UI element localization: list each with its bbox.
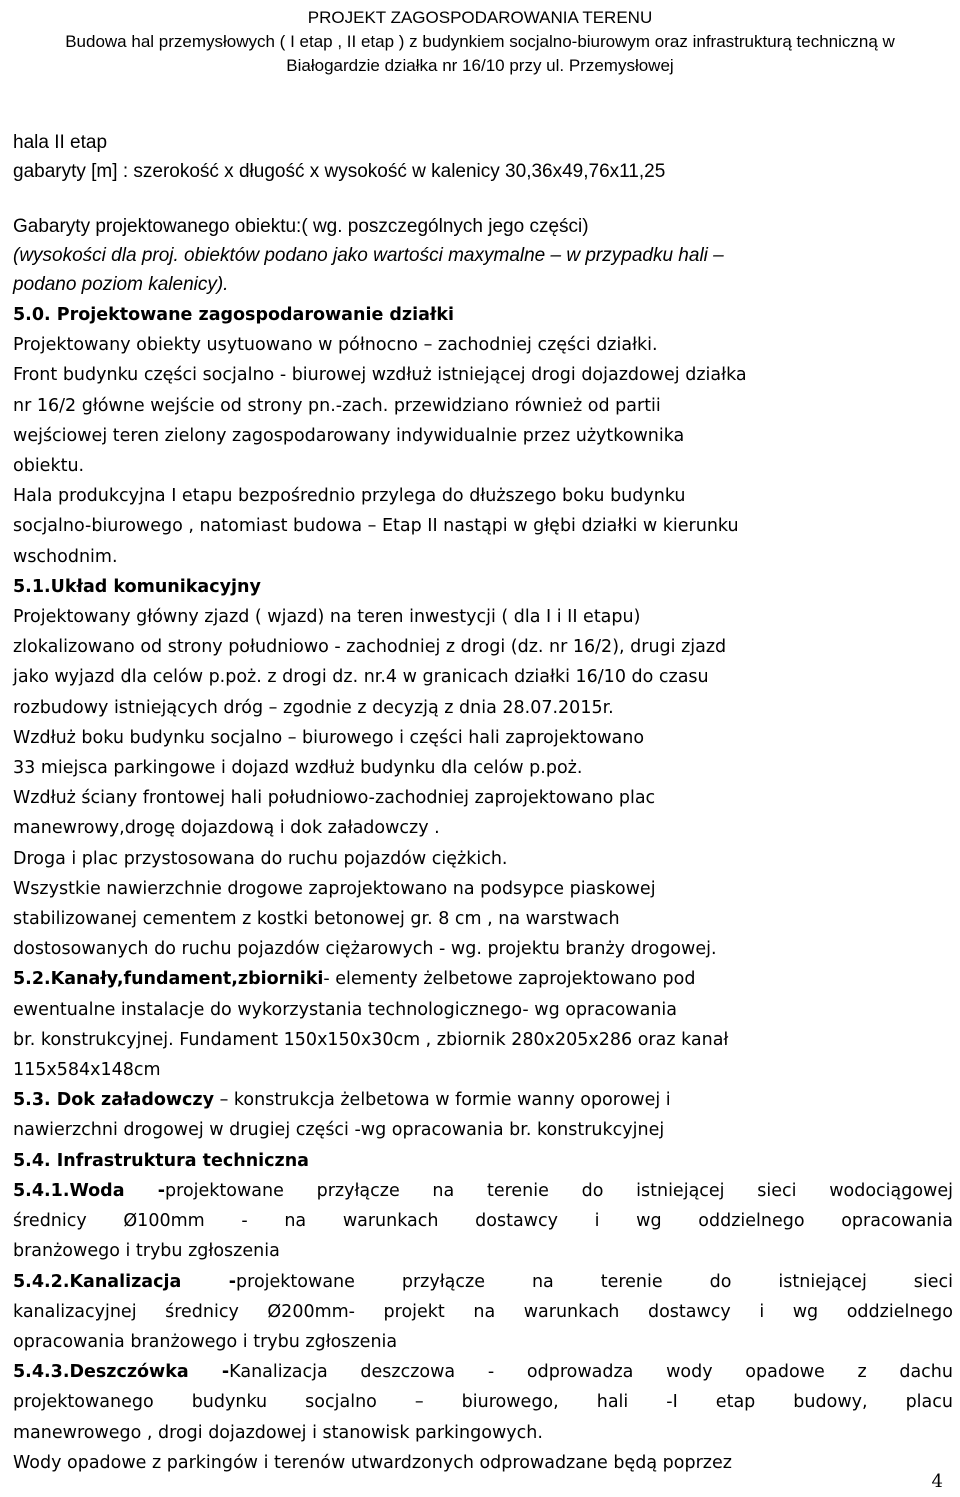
header-title: PROJEKT ZAGOSPODAROWANIA TERENU xyxy=(307,8,653,27)
header-location-line: Białogardzie działka nr 16/10 przy ul. Przemysłowej xyxy=(286,56,674,75)
paragraph-fragment: projektowane przyłącze na terenie do istniejącej sieci xyxy=(236,1271,953,1292)
paragraph-line: opracowania branżowego i trybu zgłoszenia xyxy=(13,1331,398,1352)
section-heading-5-1: 5.1.Układ komunikacyjny xyxy=(13,576,261,597)
paragraph-line: Wzdłuż boku budynku socjalno – biurowego i części hali zaprojektowano xyxy=(13,727,645,748)
header-project-line: Budowa hal przemysłowych ( I etap , II etap ) z budynkiem socjalno-biurowym oraz infrastrukturą techniczną w xyxy=(65,32,895,51)
subsection-heading-deszczowka: 5.4.3.Deszczówka - xyxy=(13,1362,230,1383)
paragraph-line: wschodnim. xyxy=(13,546,118,567)
paragraph-line: Wody opadowe z parkingów i terenów utwardzonych odprowadzane będą poprzez xyxy=(13,1452,732,1473)
section-heading-5-4: 5.4. Infrastruktura techniczna xyxy=(13,1150,309,1171)
deszczowka-first-line xyxy=(13,1357,953,1387)
paragraph-line: Projektowany główny zjazd ( wjazd) na teren inwestycji ( dla I i II etapu) xyxy=(13,607,641,628)
paragraph-line: br. konstrukcyjnej. Fundament 150x150x30cm , zbiornik 280x205x286 oraz kanał xyxy=(13,1029,729,1050)
paragraph-line: obiektu. xyxy=(13,456,85,477)
hall-dimensions: gabaryty [m] : szerokość x długość x wysokość w kalenicy 30,36x49,76x11,25 xyxy=(13,161,666,182)
paragraph-fragment: – konstrukcja żelbetowa w formie wanny oporowej i xyxy=(214,1090,671,1111)
page-number: 4 xyxy=(931,1471,943,1492)
paragraph-line: Front budynku części socjalno - biurowej wzdłuż istniejącej drogi dojazdowej działka xyxy=(13,365,747,386)
page-header xyxy=(0,6,960,78)
paragraph-line: socjalno-biurowego , natomiast budowa – Etap II nastąpi w głębi działki w kierunku xyxy=(13,516,739,537)
dimensions-note-block xyxy=(13,212,948,299)
woda-first-line xyxy=(13,1176,953,1206)
section-5-3-first-line xyxy=(13,1085,953,1115)
dimensions-note-line: (wysokości dla proj. obiektów podano jako wartości maxymalne – w przypadku hali – xyxy=(13,245,724,266)
dimensions-note-line: podano poziom kalenicy). xyxy=(13,274,229,295)
paragraph-line: kanalizacyjnej średnicy Ø200mm- projekt na warunkach dostawcy i wg oddzielnego xyxy=(13,1301,953,1322)
hall-info-block xyxy=(13,128,948,186)
paragraph-line: średnicy Ø100mm - na warunkach dostawcy i wg oddzielnego opracowania xyxy=(13,1211,953,1232)
paragraph-line: projektowanego budynku socjalno – biurowego, hali -I etap budowy, placu xyxy=(13,1392,953,1413)
paragraph-line: Hala produkcyjna I etapu bezpośrednio przylega do dłuższego boku budynku xyxy=(13,486,686,507)
paragraph-line: wejściowej teren zielony zagospodarowany indywidualnie przez użytkownika xyxy=(13,425,685,446)
dimensions-heading: Gabaryty projektowanego obiektu:( wg. poszczególnych jego części) xyxy=(13,216,589,237)
paragraph-line: Projektowany obiekty usytuowano w północno – zachodniej części działki. xyxy=(13,335,658,356)
paragraph-fragment: Kanalizacja deszczowa - odprowadza wody opadowe z dachu xyxy=(229,1362,953,1383)
paragraph-line: Wszystkie nawierzchnie drogowe zaprojektowano na podsypce piaskowej xyxy=(13,878,656,899)
paragraph-line: nr 16/2 główne wejście od strony pn.-zach. przewidziano również od partii xyxy=(13,395,661,416)
paragraph-line: stabilizowanej cementem z kostki betonowej gr. 8 cm , na warstwach xyxy=(13,909,620,930)
subsection-heading-kanalizacja: 5.4.2.Kanalizacja - xyxy=(13,1271,237,1292)
paragraph-line: ewentualne instalacje do wykorzystania technologicznego- wg opracowania xyxy=(13,999,678,1020)
paragraph-line: rozbudowy istniejących dróg – zgodnie z decyzją z dnia 28.07.2015r. xyxy=(13,697,614,718)
paragraph-line: Wzdłuż ściany frontowej hali południowo-zachodniej zaprojektowano plac xyxy=(13,788,656,809)
section-5-2-first-line xyxy=(13,964,953,994)
paragraph-line: 33 miejsca parkingowe i dojazd wzdłuż budynku dla celów p.poż. xyxy=(13,758,583,779)
hall-title: hala II etap xyxy=(13,132,108,153)
paragraph-fragment: - elementy żelbetowe zaprojektowano pod xyxy=(323,969,696,990)
paragraph-line: Droga i plac przystosowana do ruchu pojazdów ciężkich. xyxy=(13,848,508,869)
paragraph-line: branżowego i trybu zgłoszenia xyxy=(13,1241,280,1262)
paragraph-line: jako wyjazd dla celów p.poż. z drogi dz. nr.4 w granicach działki 16/10 do czasu xyxy=(13,667,709,688)
kanalizacja-first-line xyxy=(13,1267,953,1297)
paragraph-fragment: projektowane przyłącze na terenie do istniejącej sieci wodociągowej xyxy=(165,1180,953,1201)
paragraph-line: nawierzchni drogowej w drugiej części -wg opracowania br. konstrukcyjnej xyxy=(13,1120,665,1141)
paragraph-line: zlokalizowano od strony południowo - zachodniej z drogi (dz. nr 16/2), drugi zjazd xyxy=(13,637,727,658)
paragraph-line: 115x584x148cm xyxy=(13,1060,161,1081)
section-heading-5-2: 5.2.Kanały,fundament,zbiorniki xyxy=(13,969,324,990)
subsection-heading-woda: 5.4.1.Woda - xyxy=(13,1180,166,1201)
paragraph-line: manewrowy,drogę dojazdową i dok załadowczy . xyxy=(13,818,440,839)
paragraph-line: manewrowego , drogi dojazdowej i stanowisk parkingowych. xyxy=(13,1422,543,1443)
section-heading-5-0: 5.0. Projektowane zagospodarowanie działki xyxy=(13,305,455,325)
body-text xyxy=(13,300,953,1478)
paragraph-line: dostosowanych do ruchu pojazdów ciężarowych - wg. projektu branży drogowej. xyxy=(13,939,717,960)
section-heading-5-3: 5.3. Dok załadowczy xyxy=(13,1090,215,1111)
